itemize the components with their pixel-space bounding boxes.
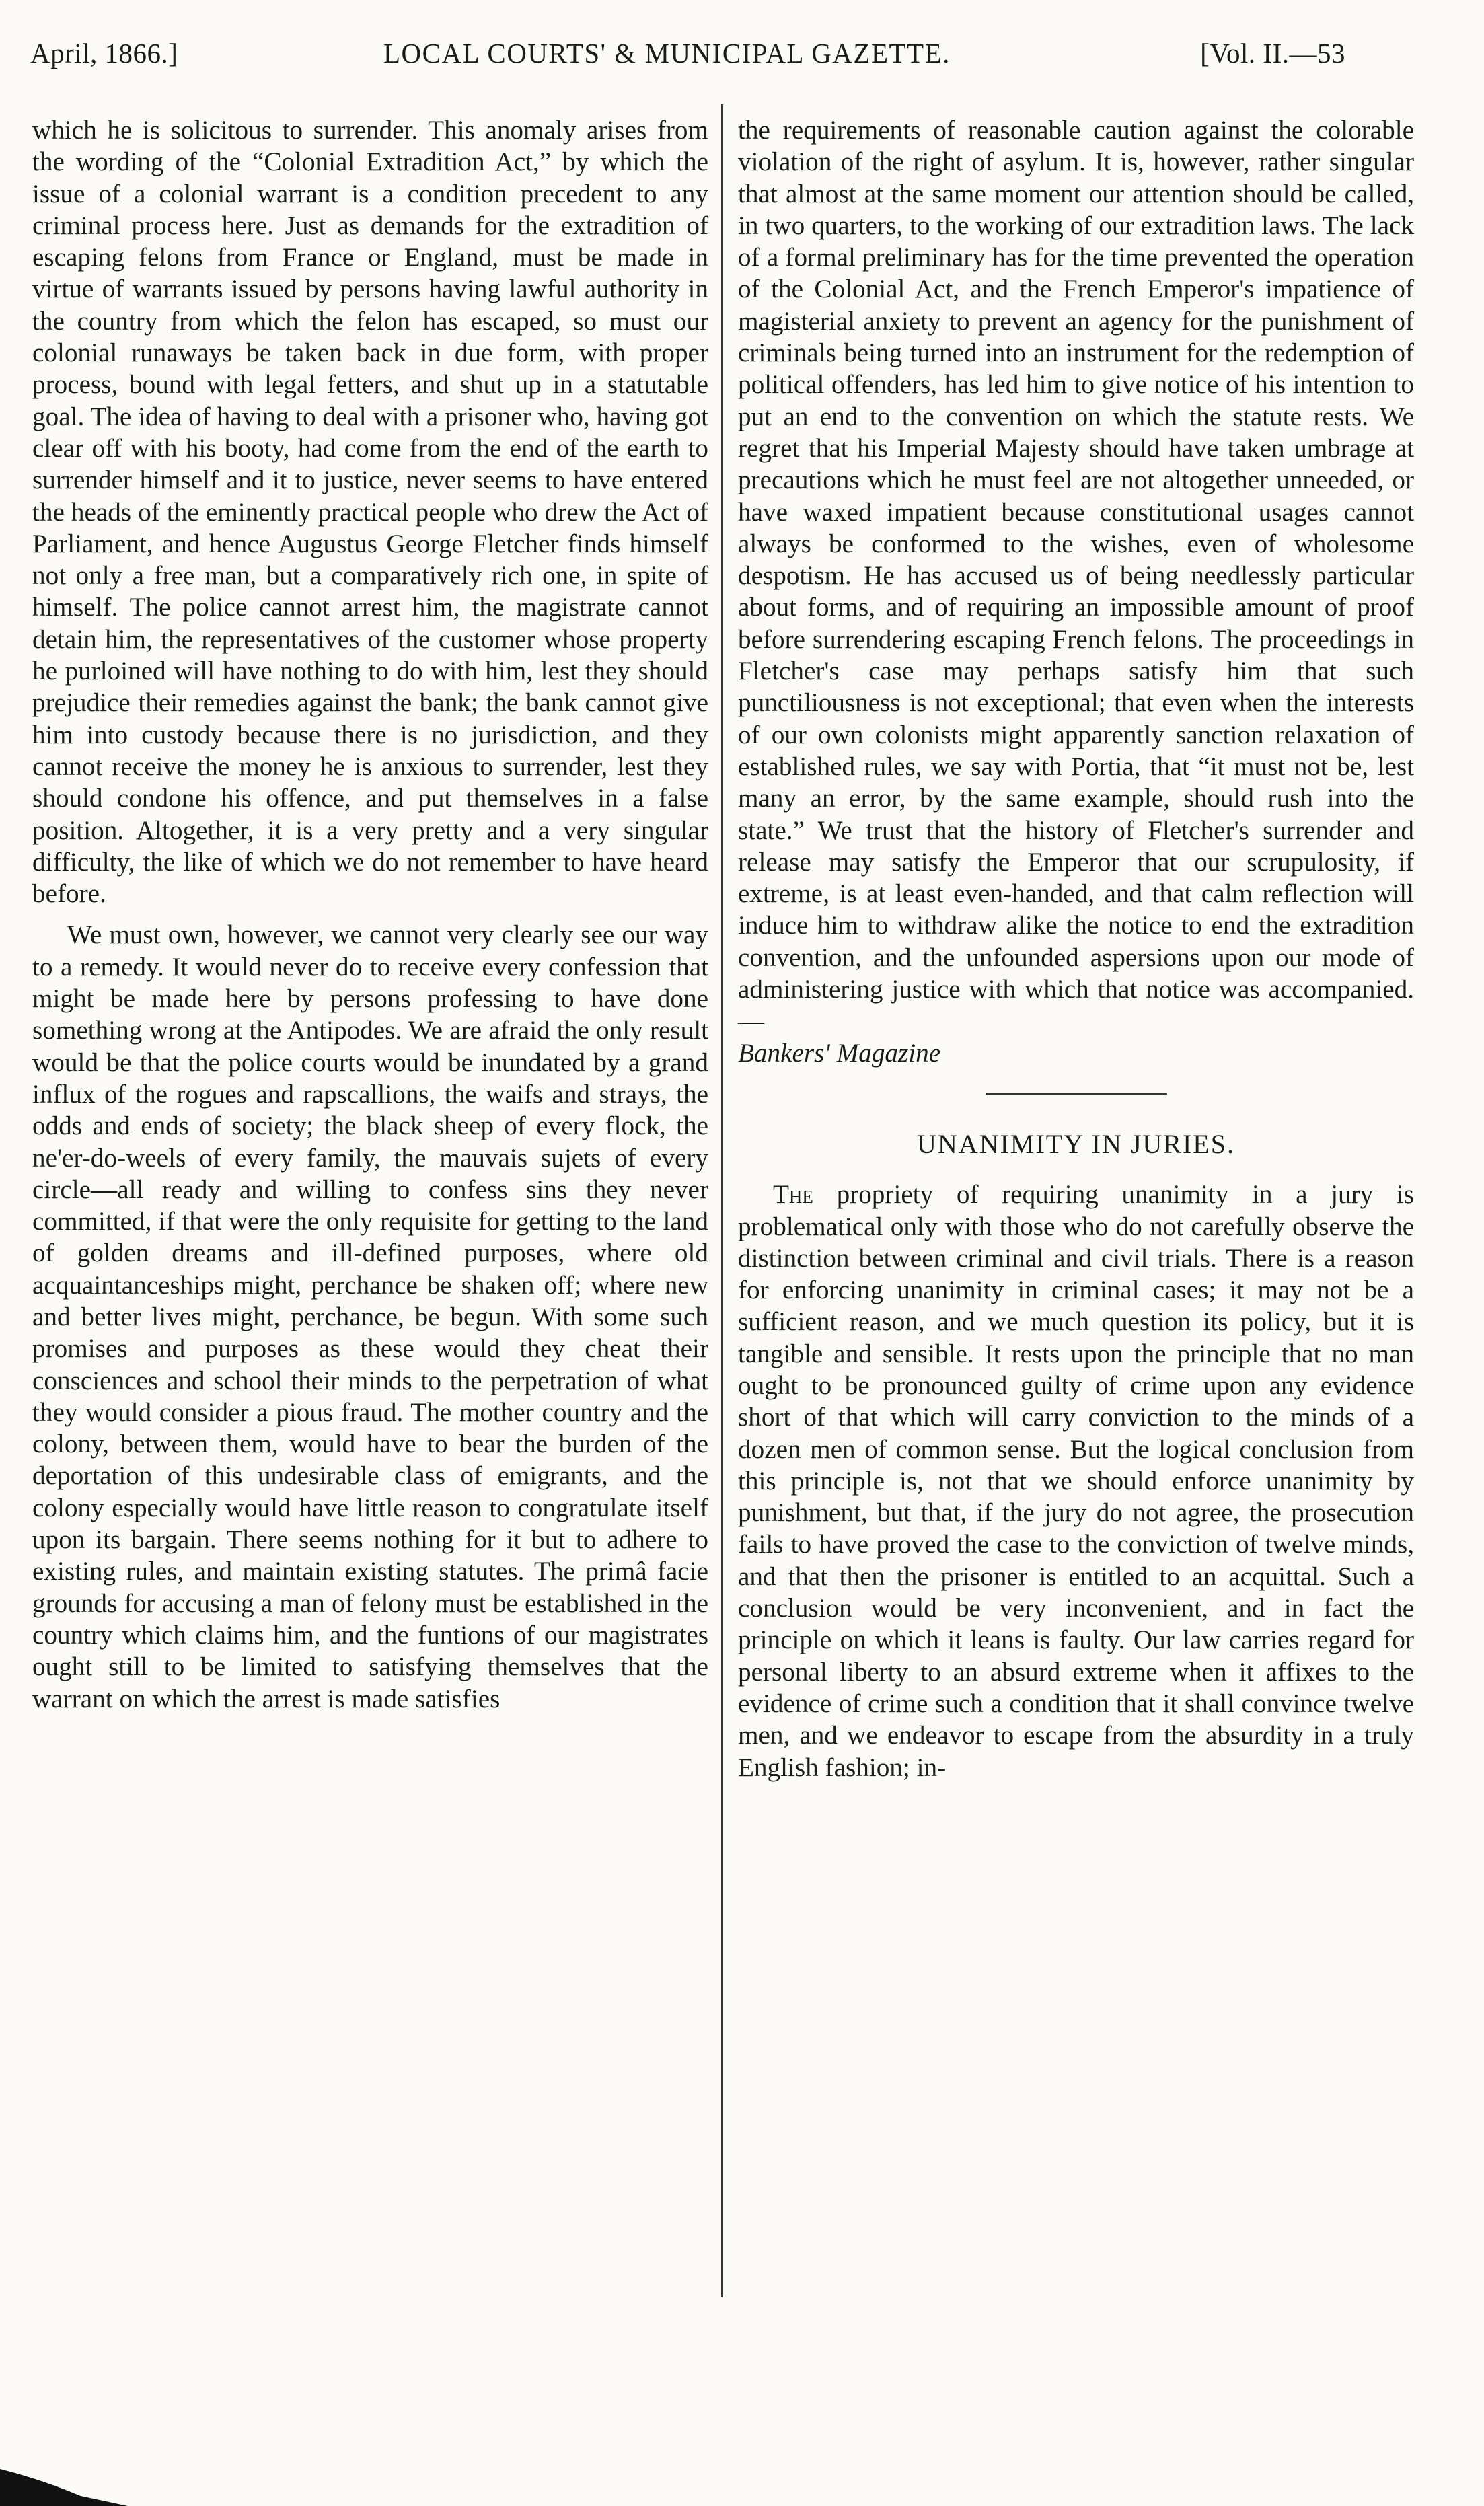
column-divider xyxy=(721,104,723,2297)
right-paragraph-1-text: the requirements of reasonable caution against the colorable violation of the right of asylum. It is, however, rather singular that almost at the same moment our attention should be called, in two quarters, to the working of our extradition laws. The lack of a formal preliminary has for the time prevented the operation of the Colonial Act, and the French Emperor's impatience of magisterial anxiety to prevent an agency for the punishment of criminals being turned into an instrument for the redemption of political offenders, has led him to give notice of his intention to put an end to the convention on which the statute rests. We regret that his Imperial Majesty should have taken umbrage at precautions which he must feel are not altogether unneeded, or have waxed impatient because constitutional usages cannot always be conformed to the wishes, even of wholesome despotism. He has accused us of being needlessly particular about forms, and of requiring an impossible amount of proof before surrendering escaping French felons. The proceedings in Fletcher's case may perhaps satisfy him that such punctiliousness is not exceptional; that even when the interests of our own colonists might apparently sanction relaxation of established rules, we say with Portia, that “it must not be, lest many an error, by the same example, should rush into the state.” We trust that the history of Fletcher's surrender and release may satisfy the Emperor that our scrupulosity, if extreme, is at least even-handed, and that calm reflection will induce him to withdraw alike the notice to end the extradition convention, and the unfounded aspersions upon our mode of administering justice with which that notice was accompanied.— xyxy=(738,116,1414,1036)
volume-page: [Vol. II.—53 xyxy=(1200,38,1345,69)
right-paragraph-2 xyxy=(738,1179,1414,1783)
left-paragraph-2: We must own, however, we cannot very clearly see our way to a remedy. It would never do to receive every confession that might be made here by persons professing to have done something wrong at the Antipodes. We are afraid the only result would be that the police courts would be inundated by a grand influx of the rogues and rapscallions, the waifs and strays, the odds and ends of society; the black sheep of every flock, the ne'er-do-weels of every family, the mauvais sujets of every circle—all ready and willing to confess sins they never committed, if that were the only requisite for getting to the land of golden dreams and ill-defined purposes, where old acquaintanceships might, perchance be shaken off; where new and better lives might, perchance, be begun. With some such promises and purposes as these would they cheat their consciences and school their minds to the perpetration of what they would consider a pious fraud. The mother country and the colony, between them, would have to bear the burden of the deportation of this undesirable class of emigrants, and the colony especially would have little reason to congratulate itself upon its bargain. There seems nothing for it but to adhere to existing rules, and maintain existing statutes. The primâ facie grounds for accusing a man of felony must be established in the country which claims him, and the funtions of our magistrates ought still to be limited to satisfying themselves that the warrant on which the arrest is made satisfies xyxy=(32,920,708,1713)
header-date: April, 1866.] xyxy=(30,38,178,69)
right-paragraph-2-text: propriety of requiring unanimity in a jury is problematical only with those who do not carefully observe the distinction between criminal and civil trials. There is a reason for enforcing unanimity in criminal cases; it may not be a sufficient reason, and we much question its policy, but it is tangible and sensible. It rests upon the principle that no man ought to be pronounced guilty of crime upon any evidence short of that which will carry conviction to the minds of a dozen men of common sense. But the logical conclusion from this principle is, not that we should enforce unanimity by punishment, but that, if the jury do not agree, the prosecution fails to have proved the case to the conviction of twelve minds, and that then the prisoner is entitled to an acquittal. Such a conclusion would be very inconvenient, and in fact the principle on which it leans is faulty. Our law carries regard for personal liberty to an absurd extreme when it affixes to the evidence of crime such a condition that it shall convince twelve men, and we endeavor to escape from the absurdity in a truly English fashion; in- xyxy=(738,1180,1414,1782)
publication-title: LOCAL COURTS' & MUNICIPAL GAZETTE. xyxy=(383,38,951,69)
right-paragraph-1 xyxy=(738,114,1414,1069)
left-column xyxy=(32,114,708,1715)
scan-edge-mark xyxy=(0,2449,128,2506)
source-signature: Bankers' Magazine xyxy=(738,1038,941,1068)
page-header xyxy=(30,37,1345,77)
lead-word: The xyxy=(773,1180,813,1210)
left-paragraph-1: which he is solicitous to surrender. This anomaly arises from the wording of the “Colonial Extradition Act,” by which the issue of a colonial warrant is a condition precedent to any criminal process here. Just as demands for the extradition of escaping felons from France or England, must be made in virtue of warrants issued by persons having lawful authority in the country from which the felon has escaped, so must our colonial runaways be taken back in due form, with proper process, bound with legal fetters, and shut up in a statutable goal. The idea of having to deal with a prisoner who, having got clear off with his booty, had come from the end of the earth to surrender himself and it to justice, never seems to have entered the heads of the eminently practical people who drew the Act of Parliament, and hence Augustus George Fletcher finds himself not only a free man, but a comparatively rich one, in spite of himself. The police cannot arrest him, the magistrate cannot detain him, the representatives of the customer whose property he purloined will have nothing to do with him, lest they should prejudice their remedies against the bank; the bank cannot give him into custody because there is no jurisdiction, and they cannot receive the money he is anxious to surrender, lest they should condone his offence, and put themselves in a false position. Altogether, it is a very pretty and a very singular difficulty, the like of which we do not remember to have heard before. xyxy=(32,116,708,909)
section-title: UNANIMITY IN JURIES. xyxy=(917,1128,1235,1159)
right-column xyxy=(738,114,1414,1783)
section-separator xyxy=(986,1093,1167,1095)
